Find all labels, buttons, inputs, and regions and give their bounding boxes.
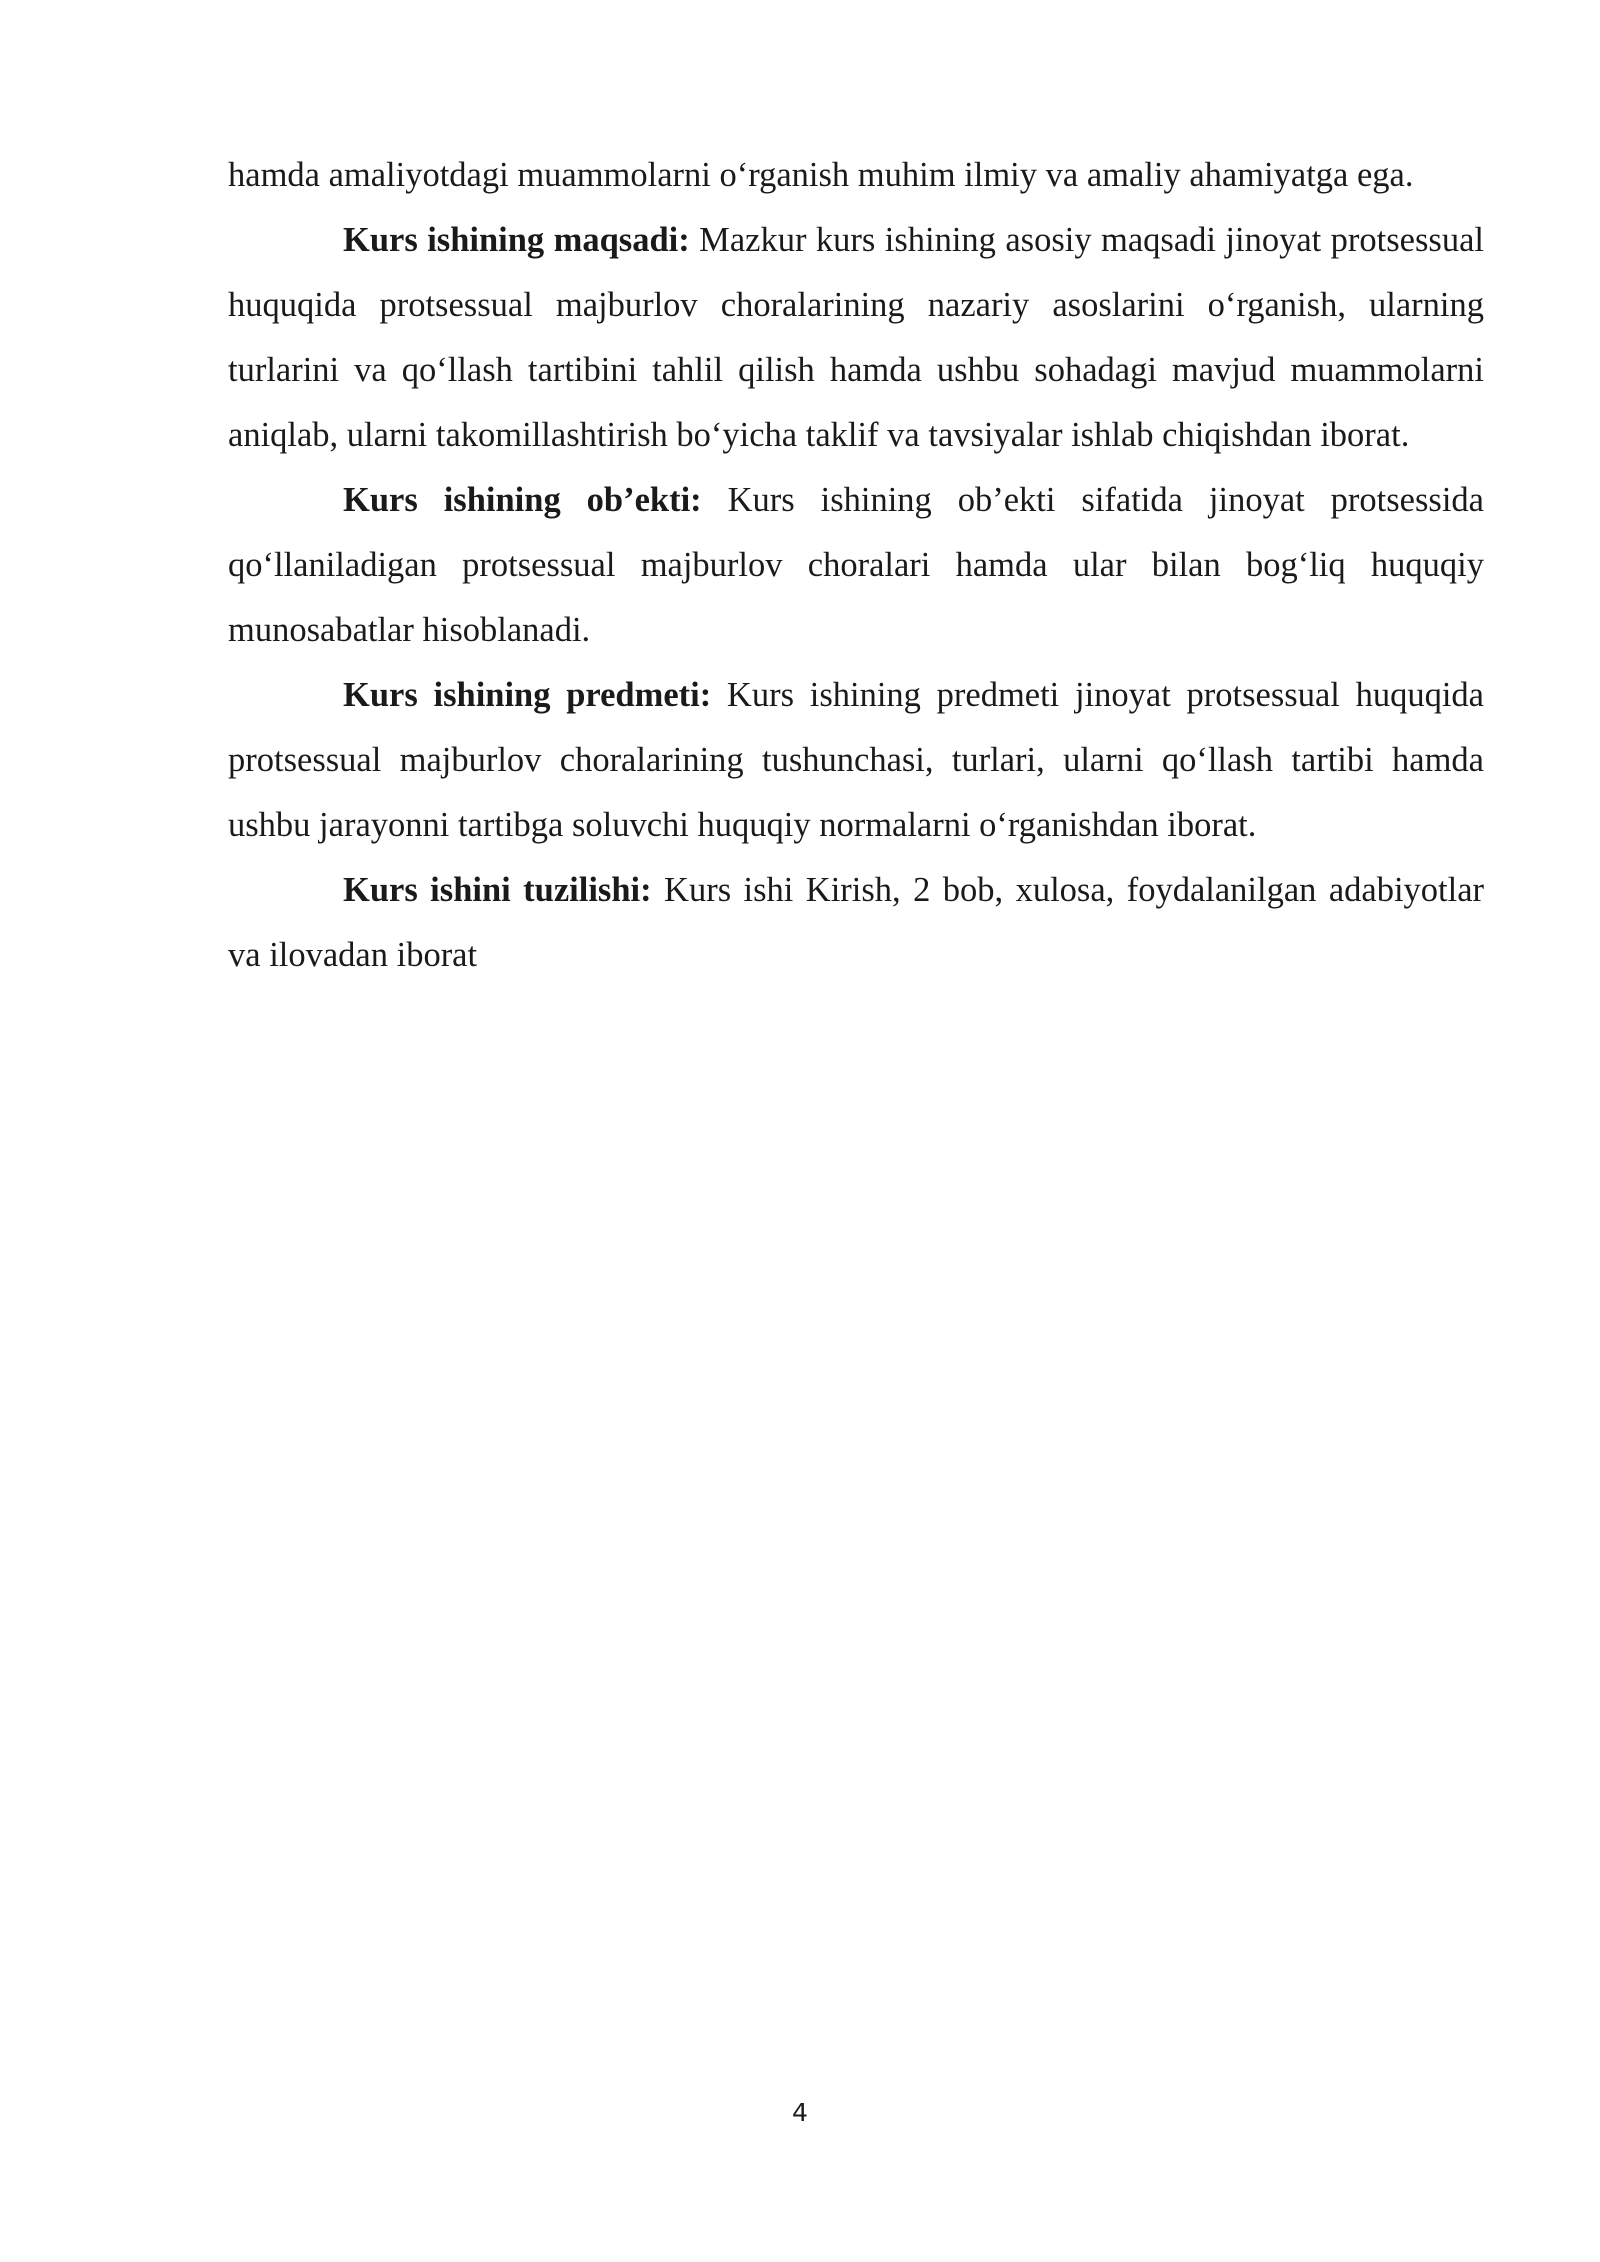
document-body <box>228 143 1484 988</box>
page-number: 4 <box>792 2098 808 2127</box>
subject-text: Kurs ishining predmeti jinoyat protsessual huquqida protsessual majburlov choralarining tushunchasi, turlari, ularni qo‘llash tartibi hamda ushbu jarayonni tartibga soluvchi huquqiy normalarni o‘rganishdan iborat. <box>228 676 1484 844</box>
paragraph-text: hamda amaliyotdagi muammolarni o‘rganish muhim ilmiy va amaliy ahamiyatga ega. <box>228 156 1414 194</box>
subject-label: Kurs ishining predmeti: <box>343 676 712 714</box>
object-label: Kurs ishining ob’ekti: <box>343 481 702 519</box>
purpose-paragraph <box>228 208 1484 468</box>
structure-label: Kurs ishini tuzilishi: <box>343 871 652 909</box>
object-paragraph <box>228 468 1484 663</box>
structure-paragraph <box>228 858 1484 988</box>
subject-paragraph <box>228 663 1484 858</box>
purpose-text: Mazkur kurs ishining asosiy maqsadi jinoyat protsessual huquqida protsessual majburlov choralarining nazariy asoslarini o‘rganish, ularning turlarini va qo‘llash tartibini tahlil qilish hamda ushbu sohadagi mavjud muammolarni aniqlab, ularni takomillashtirish bo‘yicha taklif va tavsiyalar ishlab chiqishdan iborat. <box>228 221 1484 454</box>
structure-text: Kurs ishi Kirish, 2 bob, xulosa, foydalanilgan adabiyotlar va ilovadan iborat <box>228 871 1484 974</box>
purpose-label: Kurs ishining maqsadi: <box>343 221 690 259</box>
continuation-paragraph <box>228 143 1484 208</box>
object-text: Kurs ishining ob’ekti sifatida jinoyat protsessida qo‘llaniladigan protsessual majburlov choralari hamda ular bilan bog‘liq huquqiy munosabatlar hisoblanadi. <box>228 481 1484 649</box>
